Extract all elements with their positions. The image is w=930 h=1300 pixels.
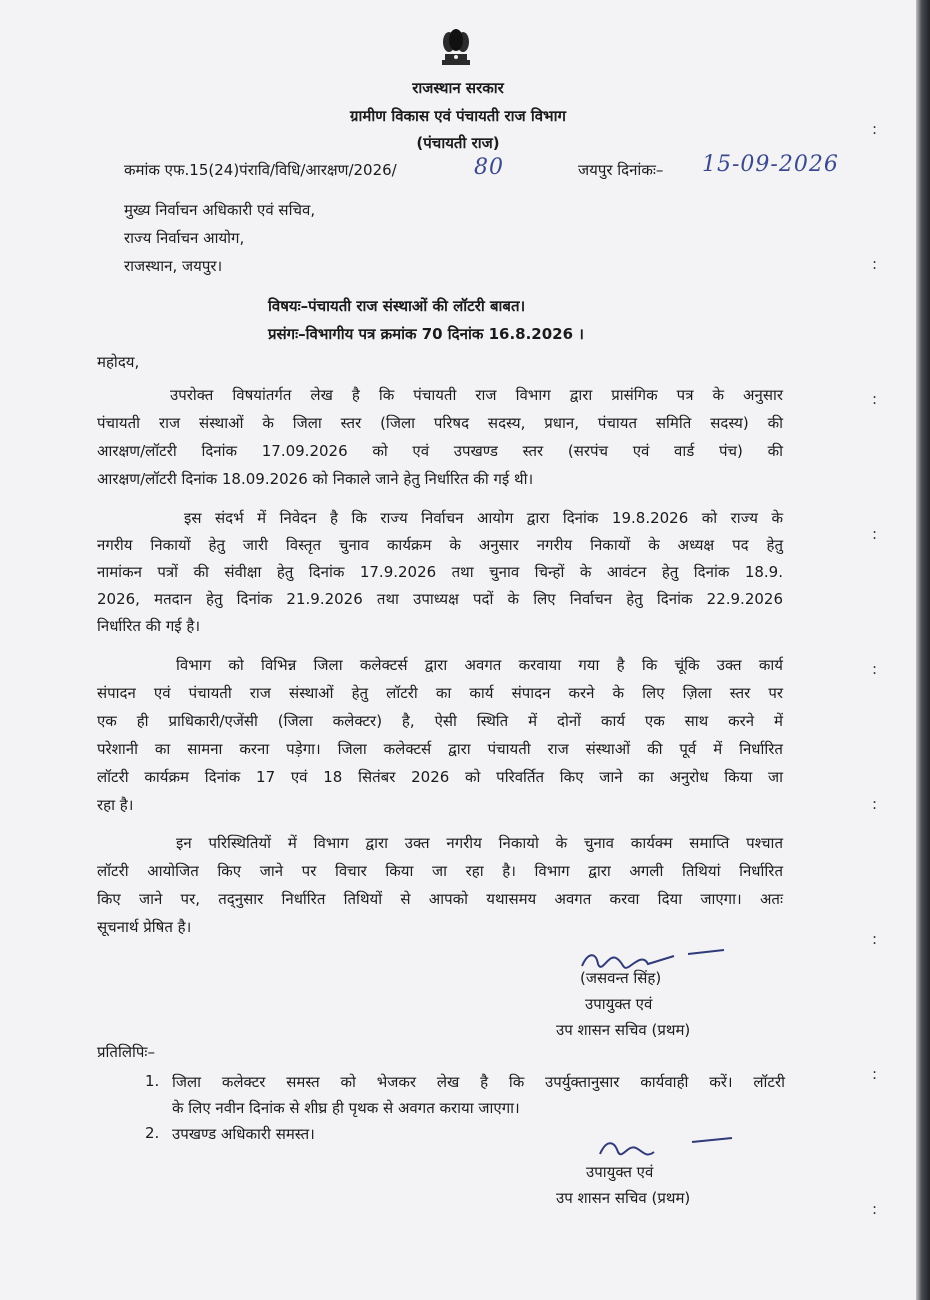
paragraph-line: इन परिस्थितियों में विभाग द्वारा उक्त नगरीय निकायो के चुनाव कार्यक्म समाप्ति पश्चात	[176, 834, 783, 852]
paragraph-line: लॉटरी कार्यक्रम दिनांक 17 एवं 18 सितंबर 2026 को परिवर्तित किए जाने का अनुरोध किया जा	[97, 768, 783, 786]
paragraph-line: सूचनार्थ प्रेषित है।	[97, 918, 192, 936]
margin-mark: :	[872, 1065, 878, 1083]
reference-number: कमांक एफ.15(24)पंरावि/विधि/आरक्षण/2026/	[124, 161, 397, 179]
recipient-line: राजस्थान, जयपुर।	[124, 257, 223, 275]
copy-item-text: जिला कलेक्टर समस्त को भेजकर लेख है कि उपर्युक्तानुसार कार्यवाही करें। लॉटरी	[172, 1073, 785, 1091]
margin-mark: :	[872, 120, 878, 138]
paragraph-line: आरक्षण/लॉटरी दिनांक 18.09.2026 को निकाले जाने हेतु निर्धारित की गई थी।	[97, 470, 534, 488]
paragraph-line: आरक्षण/लॉटरी दिनांक 17.09.2026 को एवं उपखण्ड स्तर (सरपंच एवं वार्ड पंच) की	[97, 442, 783, 460]
paragraph-line: रहा है।	[97, 796, 134, 814]
paragraph-line: 2026, मतदान हेतु दिनांक 21.9.2026 तथा उपाध्यक्ष पदों के लिए निर्वाचन हेतु दिनांक 22.9.2026	[97, 590, 783, 608]
signatory-designation: उपायुक्त एवं	[586, 1163, 654, 1181]
subject-line: विषयः–पंचायती राज संस्थाओं की लॉटरी बाबत।	[268, 297, 526, 315]
signature-scribble	[596, 1134, 736, 1162]
margin-mark: :	[872, 1200, 878, 1218]
paragraph-line: किए जाने पर, तद्नुसार निर्धारित तिथियों से आपको यथासमय अवगत करवा दिया जाएगा। अतः	[97, 890, 783, 908]
paragraph-line: निर्धारित की गई है।	[97, 617, 201, 635]
margin-mark: :	[872, 525, 878, 543]
copy-item-text: उपखण्ड अधिकारी समस्त।	[172, 1125, 315, 1143]
margin-mark: :	[872, 660, 878, 678]
paragraph-line: लॉटरी आयोजित किए जाने पर विचार किया जा रहा है। विभाग द्वारा अगली तिथियां निर्धारित	[97, 862, 783, 880]
paragraph-line: संपादन एवं पंचायती राज संस्थाओं हेतु लॉटरी का कार्य संपादन करने के लिए ज़िला स्तर पर	[97, 684, 783, 702]
paragraph-line: विभाग को विभिन्न जिला कलेक्टर्स द्वारा अवगत करवाया गया है कि चूंकि उक्त कार्य	[176, 656, 783, 674]
margin-mark: :	[872, 795, 878, 813]
govt-title: राजस्थान सरकार	[412, 79, 504, 97]
paragraph-line: नगरीय निकायों हेतु जारी विस्तृत चुनाव कार्यक्रम के अनुसार नगरीय निकायों के अध्यक्ष पद हेतु	[97, 536, 783, 554]
paragraph-line: परेशानी का सामना करना पड़ेगा। जिला कलेक्टर्स द्वारा पंचायती राज संस्थाओं की पूर्व में निर्धारित	[97, 740, 783, 758]
signatory-designation: उप शासन सचिव (प्रथम)	[556, 1189, 691, 1207]
signatory-name: (जसवन्त सिंह)	[580, 969, 662, 987]
paragraph-line: इस संदर्भ में निवेदन है कि राज्य निर्वाचन आयोग द्वारा दिनांक 19.8.2026 को राज्य के	[184, 509, 783, 527]
copy-item-number: 1.	[145, 1072, 160, 1090]
salutation: महोदय,	[97, 353, 140, 371]
handwritten-date: 15-09-2026	[702, 152, 839, 177]
copy-item-text: के लिए नवीन दिनांक से शीघ्र ही पृथक से अवगत कराया जाएगा।	[172, 1099, 520, 1117]
paragraph-line: उपरोक्त विषयांतर्गत लेख है कि पंचायती राज विभाग द्वारा प्रासंगिक पत्र के अनुसार	[170, 386, 783, 404]
copy-item-number: 2.	[145, 1124, 160, 1142]
paragraph-line: पंचायती राज संस्थाओं के जिला स्तर (जिला परिषद सदस्य, प्रधान, पंचायत समिति सदस्य) की	[97, 414, 783, 432]
copy-to-label: प्रतिलिपिः–	[97, 1043, 155, 1061]
page-edge-shadow	[916, 0, 930, 1300]
department-title: ग्रामीण विकास एवं पंचायती राज विभाग	[350, 107, 566, 125]
state-emblem-icon	[432, 28, 480, 68]
paragraph-line: एक ही प्राधिकारी/एजेंसी (जिला कलेक्टर) है, ऐसी स्थिति में दोनों कार्य एक साथ करने में	[97, 712, 783, 730]
margin-mark: :	[872, 255, 878, 273]
handwritten-dispatch-no: 80	[474, 155, 504, 180]
margin-mark: :	[872, 930, 878, 948]
recipient-line: मुख्य निर्वाचन अधिकारी एवं सचिव,	[124, 201, 316, 219]
division-title: (पंचायती राज)	[416, 134, 500, 152]
recipient-line: राज्य निर्वाचन आयोग,	[124, 229, 245, 247]
place-date-label: जयपुर दिनांकः–	[578, 161, 664, 179]
signatory-designation: उप शासन सचिव (प्रथम)	[556, 1021, 691, 1039]
context-line: प्रसंगः–विभागीय पत्र क्रमांक 70 दिनांक 16.8.2026 ।	[268, 325, 584, 343]
signatory-designation: उपायुक्त एवं	[585, 995, 653, 1013]
margin-mark: :	[872, 390, 878, 408]
paragraph-line: नामांकन पत्रों की संवीक्षा हेतु दिनांक 17.9.2026 तथा चुनाव चिन्हों के आवंटन हेतु दिनांक 18.9.	[97, 563, 783, 581]
